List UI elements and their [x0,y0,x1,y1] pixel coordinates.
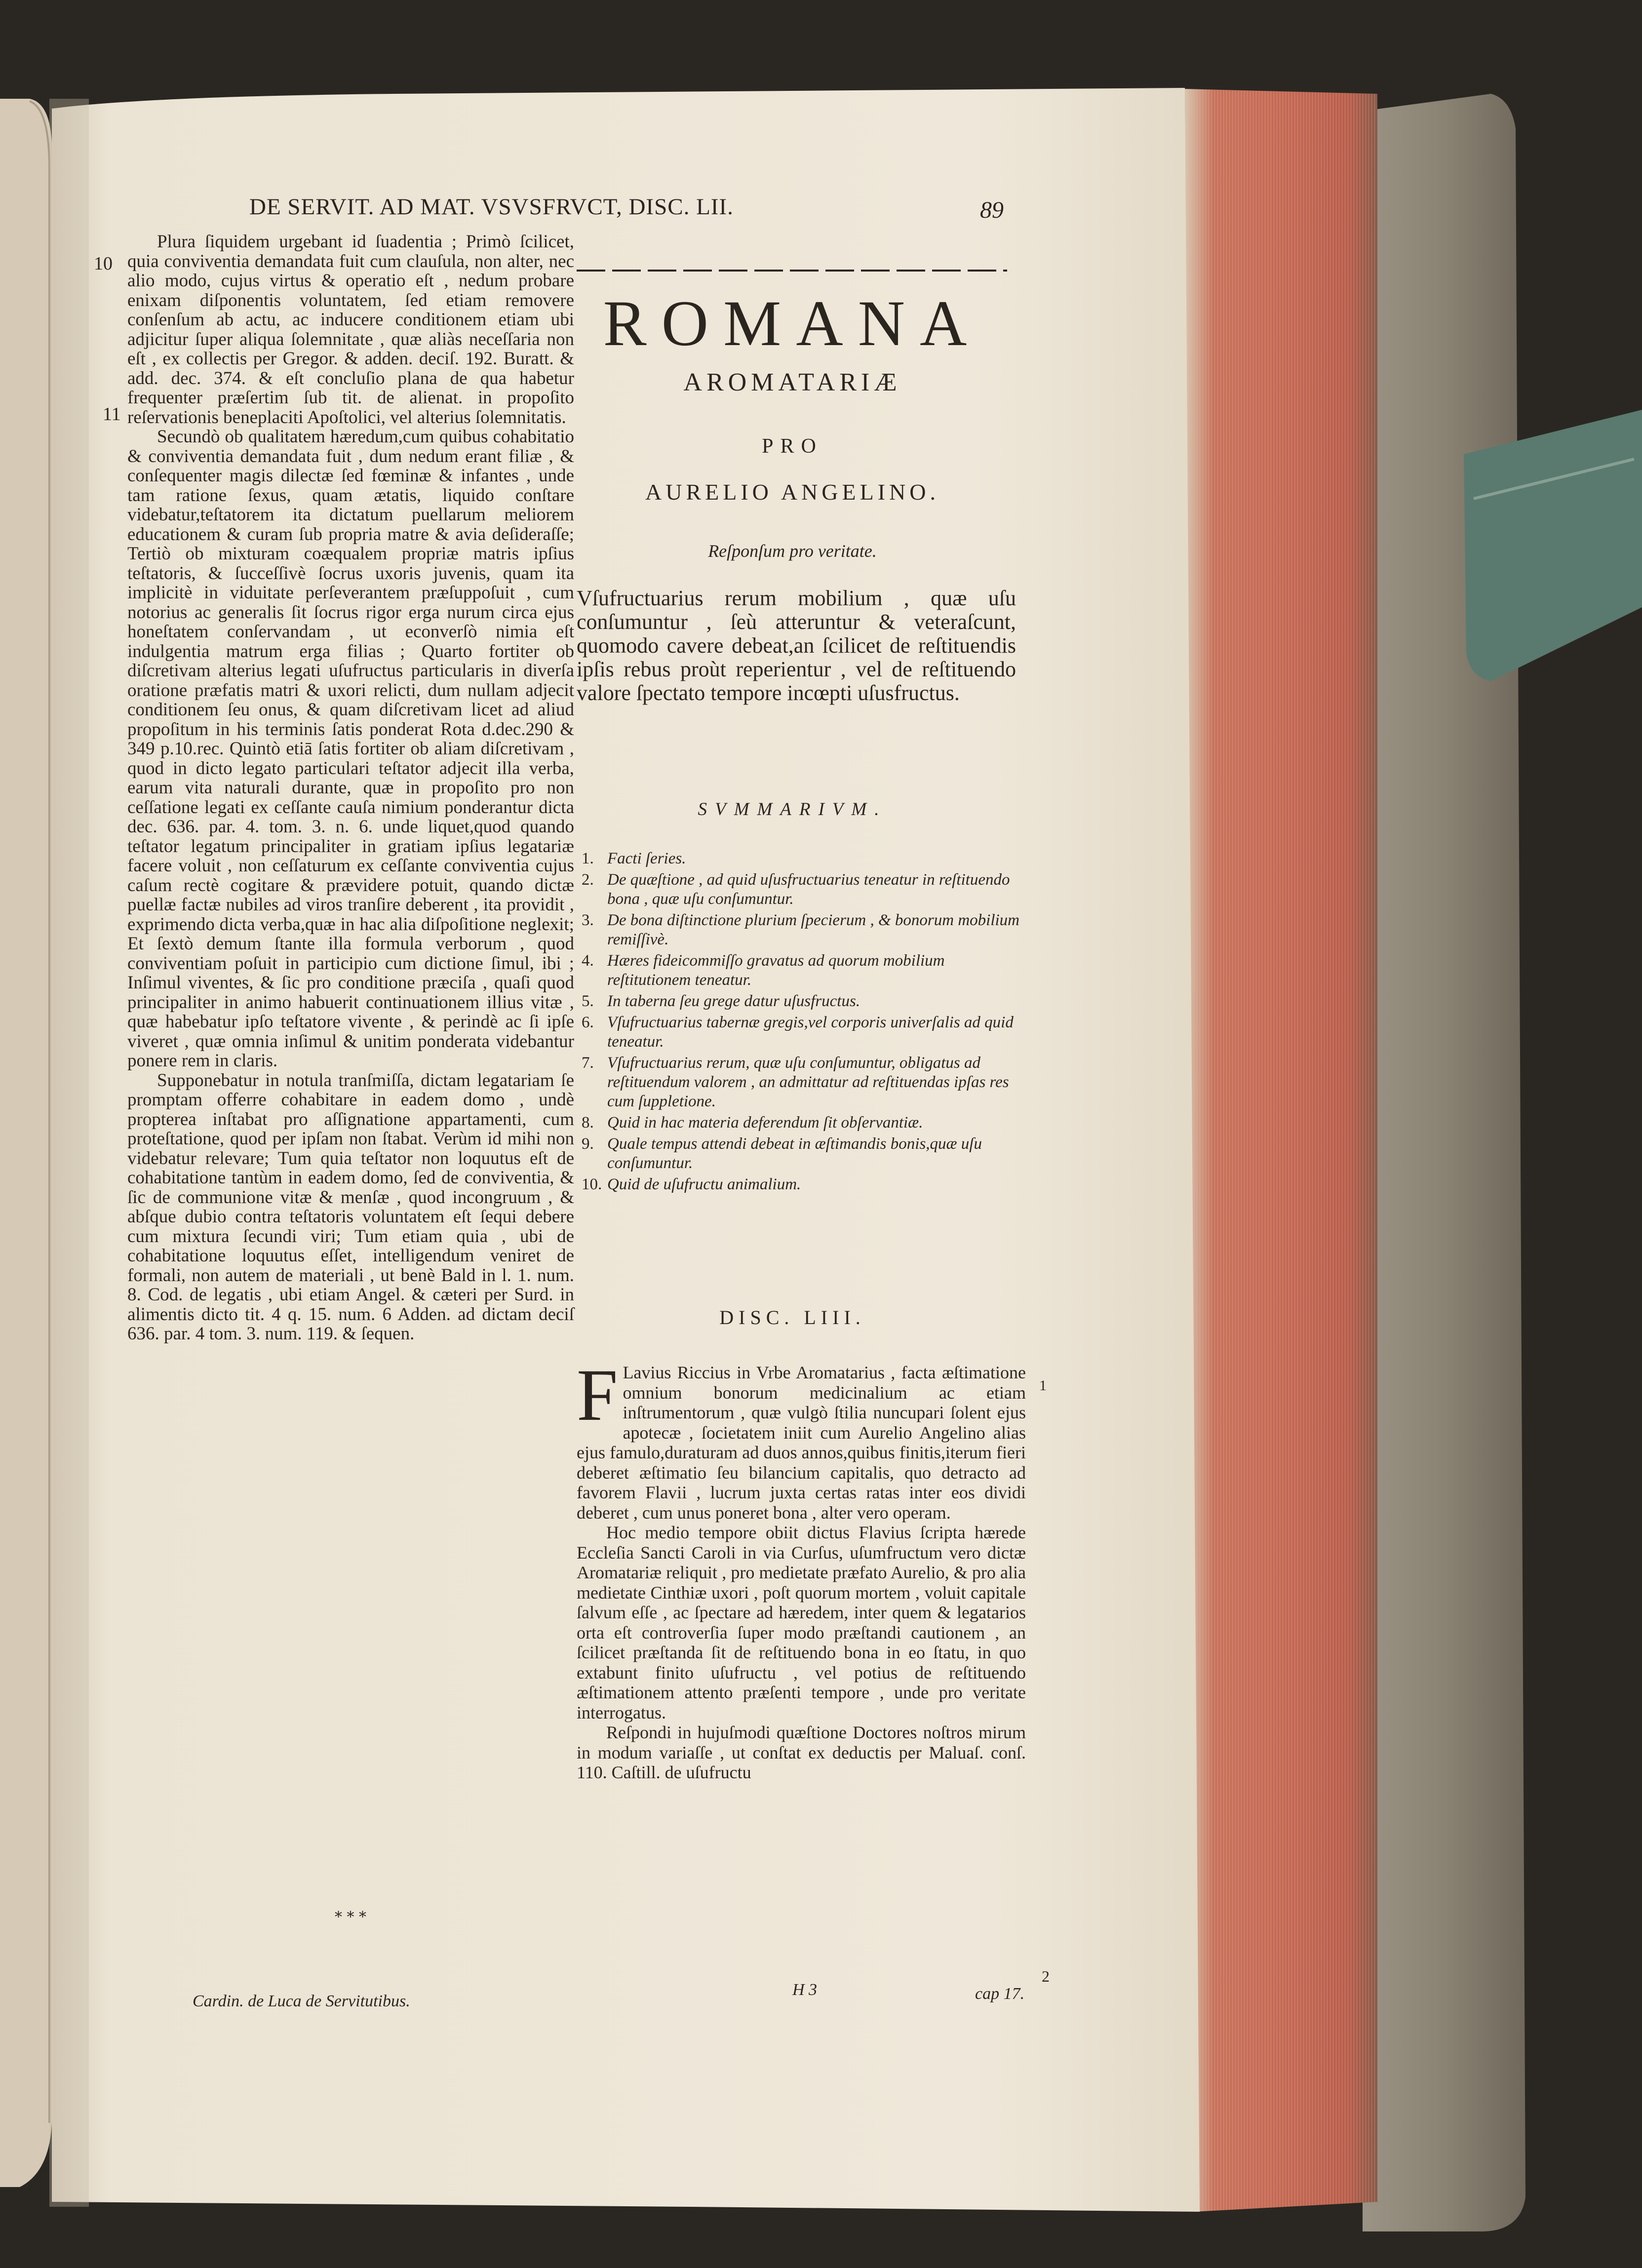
binding-board [1363,94,1525,2231]
summary-item: 4. Hæres fideicommiſſo gravatus ad quorum mobilium reſtitutionem teneatur. [582,952,945,989]
ornament-stars: * * * [334,1909,367,1926]
page-number: 89 [980,197,1004,223]
right-paragraph: Reſpondi in hujuſmodi quæſtione Doctores noſtros mirum in modum variaſſe , ut conſtat ex deductis per Maluaſ. conſ. 110. Caſtill. de uſufructu [577,1722,1026,1782]
title-romana: ROMANA [603,287,982,359]
disc-heading: DISC. LIII. [719,1306,865,1329]
summary-item: 5. In taberna ſeu grege datur uſusfructus. [582,992,860,1010]
subtitle-aurelio: AURELIO ANGELINO. [645,479,939,505]
margin-number: 1 [1039,1377,1047,1394]
left-column-text [127,232,574,1344]
margin-number: 11 [103,404,121,425]
opening-paragraph: F Lavius Riccius in Vrbe Aromatarius , facta æſtimatione omnium bonorum medicinalium ac etiam inſtrumentorum , quæ vulgò ſtilia nuncupari ſolent ejus apotecæ , ſocietatem iniit cum Aurelio Angelino alias ejus famulo,duraturam ad duos annos,quibus finitis,iterum fieri deberet æſtimatio ſeu bilancium capitalis, quo detracto ad favorem Flavii , lucrum juxta certas ratas inter eos dividi deberet , cum unus poneret bona , alter vero operam. [577,1354,1026,1523]
summary-item: 2. De quæſtione , ad quid uſusfructuarius teneatur in reſtituendo bona , quæ uſu conſumuntur. [582,871,1010,908]
left-paragraph: Supponebatur in notula tranſmiſſa, dictam legatariam ſe promptam offerre cohabitare in eadem domo , undè propterea inſtabat pro aſſignatione appartamenti, cum proteſtatione, quod per ipſam non ſtabat. Verùm id mihi non videbatur relevare; Tum quia teſtator non loquutus eſt de cohabitatione tantùm in eadem domo, ſed de conviventia, & ſic de communione vitæ & menſæ , quod incongruum , & abſque dubio contra teſtatoris voluntatem eſt ſequi debere cum mixtura ſecundi viri; Tum etiam quia , ubi de cohabitatione loquutus eſſet, intelligendum veniret de formali, non autem de materiali , ut benè Bald in l. 1. num. 8. Cod. de legatis , ubi etiam Angel. & cæteri per Surd. in alimentis dicto tit. 4 q. 15. num. 6 Adden. ad dictam deciſ 636. par. 4 tom. 3. num. 119. & ſequen. [127,1070,574,1344]
question-text: Vſufructuarius rerum mobilium , quæ uſu conſumuntur , ſeù atteruntur & veteraſcunt, quomodo cavere debeat,an ſcilicet de reſtituendis ipſis rebus proùt reperientur , vel de reſtituendo valore ſpectato tempore incœpti uſusfructus. [577,586,1016,705]
metal-clasp [1464,410,1642,681]
summary-item: 1. Facti ſeries. [582,850,686,867]
summary-item: 8. Quid in hac materia deferendum ſit obſervantiæ. [582,1114,923,1132]
summary-item: 9. Quale tempus attendi debeat in æſtimandis bonis,quæ uſu conſumuntur. [582,1135,982,1172]
signature-mark: H 3 [792,1981,818,1999]
subtitle-pro: PRO [762,435,823,458]
subtitle-aromatariae: AROMATARIÆ [683,368,901,396]
summarium-list [582,849,1026,1196]
right-paragraph: Hoc medio tempore obiit dictus Flavius ſcripta hærede Eccleſia Sancti Caroli in via Curſus, uſumfructum vero dictæ Aromatariæ reliquit , pro medietate præfato Aurelio, & pro alia medietate Cinthiæ uxori , poſt quorum mortem , voluit capitale ſalvum eſſe , ac ſpectare ad hæredem, inter quem & legatarios orta eſt controverſia ſuper modo præſtandi cautionem , an ſcilicet præſtanda ſit de reſtituendo bona in eo ſtatu, in quo extabunt finito uſufructu , vel potius de reſtituendo æſtimationem attento præſenti tempore , unde pro veritate interrogatus. [577,1523,1026,1722]
drop-cap: F [577,1354,618,1436]
catchword: cap 17. [975,1985,1025,2003]
footer-author-line: Cardin. de Luca de Servitutibus. [193,1992,410,2010]
summary-item: 6. Vſufructuarius tabernæ gregis,vel corporis univerſalis ad quid teneatur. [582,1014,1014,1051]
running-title: DE SERVIT. AD MAT. VSVSFRVCT, DISC. LII. [249,194,734,220]
left-paragraph: Secundò ob qualitatem hæredum,cum quibus cohabitatio & conviventia demandata fuit , dum nedum erant filiæ , & conſequenter magis dilectæ ſed fœminæ & infantes , unde tam ratione ſexus, quam ætatis, liquido conſtare videbatur,teſtatorem ita dictatum puellarum meliorem educationem & curam ſub propria matre & avia deſideraſſe; Tertiò ob mixturam coæqualem propriæ matris ipſius teſtatoris, & ſucceſſivè ſocrus uxoris juvenis, quam ita implicitè in viduitate perſeverantem præſuppoſuit , cum notorius ac generalis ſit ſocrus rigor erga nurum circa ejus honeſtatem conſervandam , ut econverſò nimia eſt indulgentia matrum erga filias ; Quarto fortiter ob diſcretivam alterius legati uſufructus particularis in diverſa oratione præfatis matri & uxori relicti, dum nullam adjecit conditionem ſeu onus, & quam diſcretivam licet ad aliud propoſitum in his terminis ſatis ponderat Rota d.dec.290 & 349 p.10.rec. Quintò etiā ſatis fortiter ob aliam diſcretivam , quod in dicto legato particulari teſtator adjecit illa verba, earum vita naturali durante, quæ in propoſito pro non ceſſatione legati ex ceſſante cauſa nimium ponderantur dicta dec. 636. par. 4. tom. 3. n. 6. unde liquet,quod quando teſtator legatum principaliter in gratiam ipſius legatariæ facere voluit , non ceſſaturum ex ceſſante conviventia cujus caſum rectè cogitare & prævidere potuit, quando dictæ puellæ factæ nubiles ad viros tranſire deberent , ita providit , exprimendo dicta verba,quæ in hac alia diſpoſitione neglexit; Et ſextò demum ſtante illa formula verborum , quod conviventiam poſuit in participio cum dictione ſimul, ibi ; Inſimul viventes, & ſic pro conditione præciſa , quaſi quod principaliter in animo habuerit continuationem illius vitæ , quæ habebatur ipſo teſtatore vivente , & perindè ac ſi ipſe viveret , quæ omnia inſimul & unitim ponderata videbantur ponere rem in claris. [127,427,574,1071]
margin-number: 10 [94,253,113,274]
right-column-text [577,1354,1026,1783]
margin-number: 2 [1042,1967,1050,1985]
left-paragraph: Plura ſiquidem urgebant id ſuadentia ; Primò ſcilicet, quia conviventia demandata fuit cum clauſula, non alter, nec alio modo, cujus virtus & operatio eſt , nedum probare enixam diſponentis voluntatem, ſed etiam removere conſenſum ab actu, ac inducere conditionem etiam ubi adjicitur ſuper aliqua ſolemnitate , quæ aliàs neceſſaria non eſt , ex collectis per Gregor. & adden. deciſ. 192. Buratt. & add. dec. 374. & eſt concluſio plana de qua habetur frequenter præſertim ſub tit. de alienat. in propoſito reſervationis beneplaciti Apoſtolici, vel alterius ſolemnitatis. [127,232,574,428]
summary-item: 7. Vſufructuarius rerum, quæ uſu conſumuntur, obligatus ad reſtituendum valorem , an admittatur ad reſtituendas ipſas res cum ſuppletione. [582,1054,1009,1110]
summary-item: 3. De bona diſtinctione plurium ſpecierum , & bonorum mobilium remiſſivè. [582,911,1020,948]
left-page-edge [0,99,52,2187]
responsum-line: Reſponſum pro veritate. [708,541,877,561]
summary-item: 10. Quid de uſufructu animalium. [582,1175,801,1193]
summarium-heading: SVMMARIVM. [698,799,887,820]
